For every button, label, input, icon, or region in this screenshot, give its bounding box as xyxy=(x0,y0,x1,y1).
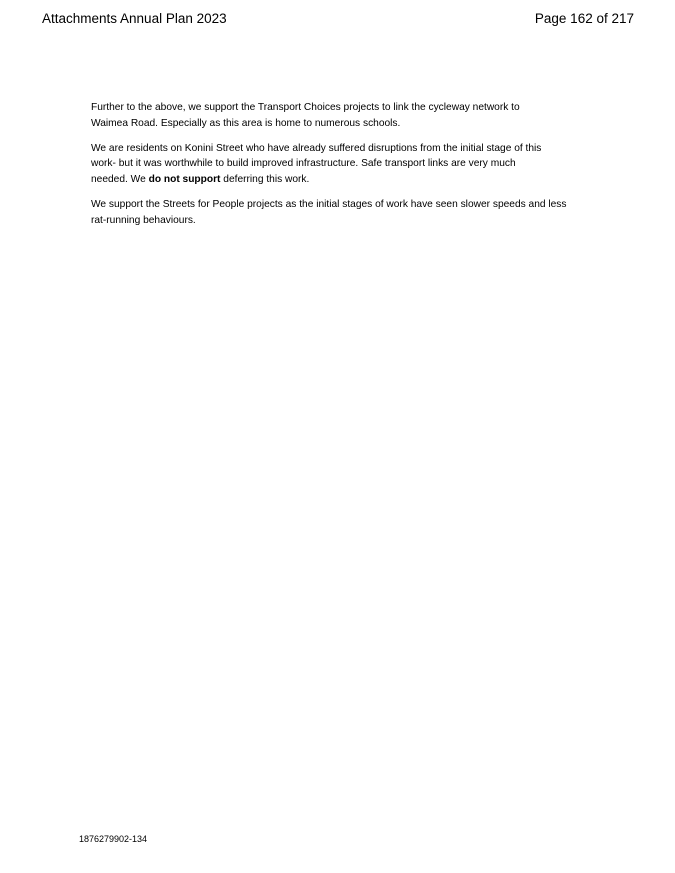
page-footer xyxy=(79,832,147,846)
paragraph-line: We support the Streets for People projects as the initial stages of work have seen slower speeds and less xyxy=(91,198,567,210)
page-number: Page 162 of 217 xyxy=(534,11,634,26)
paragraph-line: rat-running behaviours. xyxy=(91,214,196,226)
submission-body xyxy=(91,100,596,238)
text-run: deferring this work. xyxy=(220,174,310,186)
page-header xyxy=(42,9,634,29)
document-id: 1876279902-134 xyxy=(79,834,148,844)
paragraph-line: Further to the above, we support the Transport Choices projects to link the cycleway network to xyxy=(91,102,520,113)
paragraph-line: We are residents on Konini Street who have already suffered disruptions from the initial stage of this xyxy=(91,142,542,154)
text-run: needed. We xyxy=(91,174,149,186)
emphasis-text: do not support xyxy=(148,174,221,186)
paragraph-line: Waimea Road. Especially as this area is home to numerous schools. xyxy=(91,117,401,129)
document-title: Attachments Annual Plan 2023 xyxy=(42,11,227,26)
paragraph-konini-street xyxy=(91,141,596,188)
paragraph-streets-for-people xyxy=(91,197,596,229)
paragraph-line: work- but it was worthwhile to build improved infrastructure. Safe transport links are very much xyxy=(91,158,516,170)
paragraph-transport-choices xyxy=(91,100,596,132)
paragraph-line xyxy=(91,172,596,188)
